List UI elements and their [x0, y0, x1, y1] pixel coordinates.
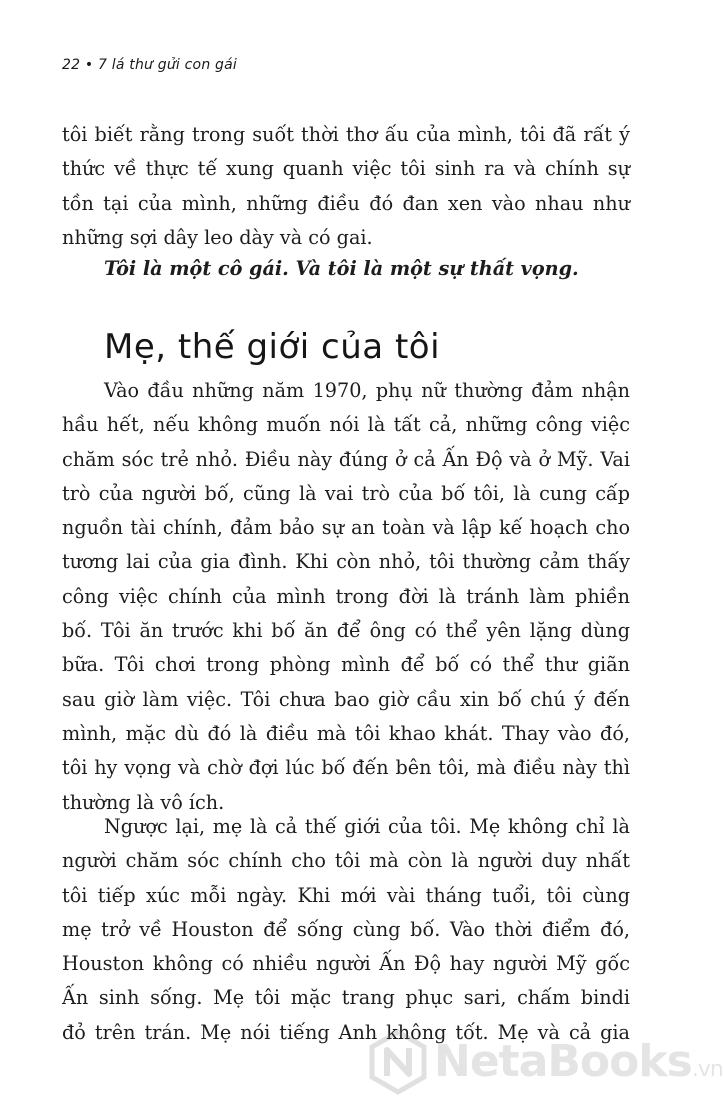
text-line: tồn tại của mình, những điều đó đan xen vào nhau như [62, 191, 630, 215]
text-line: Houston không có nhiều người Ấn Độ hay người Mỹ gốc [62, 952, 630, 976]
section-heading: Mẹ, thế giới của tôi [104, 327, 441, 367]
text-line: thức về thực tế xung quanh việc tôi sinh ra và chính sự [62, 157, 630, 181]
text-line: hầu hết, nếu không muốn nói là tất cả, những công việc [62, 413, 630, 437]
text-line: tôi biết rằng trong suốt thời thơ ấu của mình, tôi đã rất ý [62, 123, 630, 146]
italic-statement: Tôi là một cô gái. Và tôi là một sự thất vọng. [104, 257, 579, 280]
watermark-text [434, 1036, 723, 1087]
book-title: 7 lá thư gửi con gái [98, 57, 238, 73]
text-line: đỏ trên trán. Mẹ nói tiếng Anh không tốt. Mẹ và cả gia [62, 1020, 630, 1044]
text-line: Ngược lại, mẹ là cả thế giới của tôi. Mẹ không chỉ là [104, 815, 630, 838]
text-line: tôi hy vọng và chờ đợi lúc bố đến bên tôi, mà điều này thì [62, 756, 630, 780]
header-separator: • [84, 57, 94, 73]
paragraph-2 [62, 810, 630, 1050]
netabooks-logo-icon [370, 1030, 426, 1094]
text-line: công việc chính của mình trong đời là tránh làm phiền [62, 584, 630, 608]
text-line: bữa. Tôi chơi trong phòng mình để bố có thể thư giãn [62, 653, 630, 677]
text-line: Ấn sinh sống. Mẹ tôi mặc trang phục sari, chấm bindi [62, 986, 630, 1010]
text-line: trò của người bố, cũng là vai trò của bố tôi, là cung cấp [62, 481, 630, 505]
intro-paragraph [62, 118, 630, 255]
text-line: người chăm sóc chính cho tôi mà còn là người duy nhất [62, 849, 630, 873]
text-line: những sợi dây leo dày và có gai. [62, 225, 373, 249]
text-line: thường là vô ích. [62, 790, 225, 814]
text-line: Vào đầu những năm 1970, phụ nữ thường đảm nhận [104, 379, 630, 402]
netabooks-watermark [360, 1026, 723, 1106]
running-header [62, 57, 237, 73]
page-number: 22 [62, 57, 81, 73]
text-line: bố. Tôi ăn trước khi bố ăn để ông có thể yên lặng dùng [62, 619, 630, 643]
paragraph-1 [62, 374, 630, 820]
text-line: mình, mặc dù đó là điều mà tôi khao khát. Thay vào đó, [62, 721, 630, 745]
watermark-brand: NetaBooks [434, 1036, 692, 1087]
watermark-suffix: .vn [691, 1057, 723, 1082]
text-line: tương lai của gia đình. Khi còn nhỏ, tôi thường cảm thấy [62, 550, 630, 574]
text-line: mẹ trở về Houston để sống cùng bố. Vào thời điểm đó, [62, 917, 630, 941]
text-line: tôi tiếp xúc mỗi ngày. Khi mới vài tháng tuổi, tôi cùng [62, 883, 630, 907]
text-line: chăm sóc trẻ nhỏ. Điều này đúng ở cả Ấn Độ và ở Mỹ. Vai [62, 447, 630, 471]
text-line: nguồn tài chính, đảm bảo sự an toàn và lập kế hoạch cho [62, 516, 630, 540]
text-line: sau giờ làm việc. Tôi chưa bao giờ cầu xin bố chú ý đến [62, 687, 630, 711]
